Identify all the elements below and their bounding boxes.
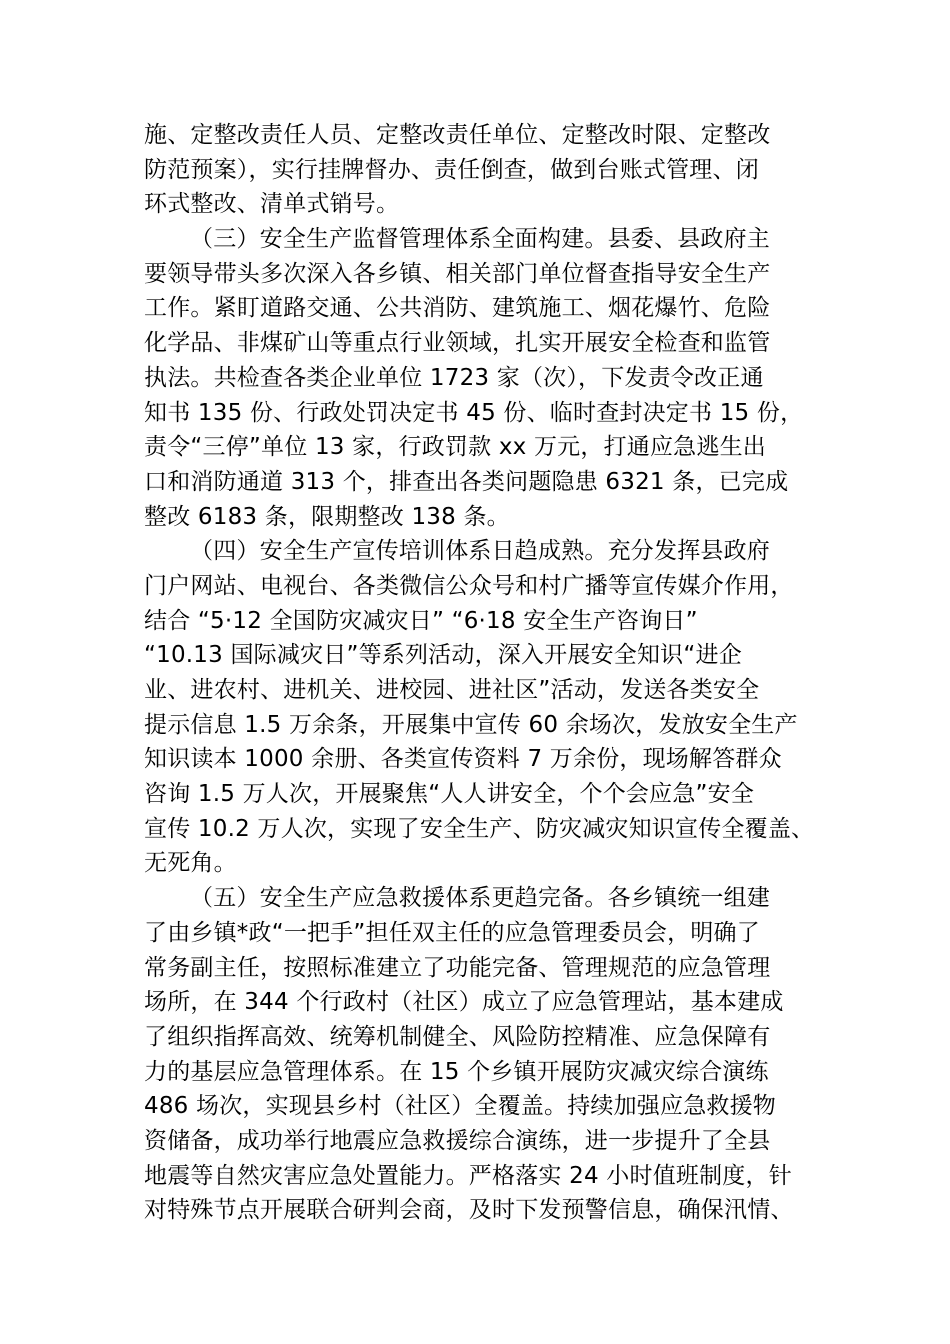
- text-line: 门户网站、电视台、各类微信公众号和村广播等宣传媒介作用，: [144, 572, 794, 599]
- text-line: 知书 135 份、行政处罚决定书 45 份、临时查封决定书 15 份，: [144, 399, 804, 426]
- text-line: 地震等自然灾害应急处置能力。严格落实 24 小时值班制度，针: [144, 1162, 792, 1189]
- paragraph-first-line: （五）安全生产应急救援体系更趋完备。各乡镇统一组建: [190, 885, 770, 912]
- text-line: 常务副主任，按照标准建立了功能完备、管理规范的应急管理: [144, 954, 771, 981]
- text-line: 工作。紧盯道路交通、公共消防、建筑施工、烟花爆竹、危险: [144, 295, 771, 322]
- text-line: 宣传 10.2 万人次，实现了安全生产、防灾减灾知识宣传全覆盖、: [144, 815, 815, 842]
- text-line: 施、定整改责任人员、定整改责任单位、定整改时限、定整改: [144, 122, 771, 148]
- text-line: 场所，在 344 个行政村（社区）成立了应急管理站，基本建成: [144, 989, 784, 1016]
- text-line: 资储备，成功举行地震应急救援综合演练，进一步提升了全县: [144, 1127, 771, 1154]
- text-line: 责令“三停”单位 13 家，行政罚款 xx 万元，打通应急逃生出: [144, 434, 766, 461]
- text-line: 了组织指挥高效、统筹机制健全、风险防控精准、应急保障有: [144, 1023, 771, 1050]
- text-line: 咨询 1.5 万人次，开展聚焦“人人讲安全，个个会应急”安全: [144, 781, 755, 808]
- document-body-text: [144, 118, 824, 1228]
- text-line: 环式整改、清单式销号。: [144, 191, 400, 218]
- text-line: 整改 6183 条，限期整改 138 条。: [144, 503, 510, 530]
- text-line: 无死角。: [144, 850, 237, 877]
- text-line: 执法。共检查各类企业单位 1723 家（次），下发责令改正通: [144, 364, 764, 391]
- text-line: “10.13 国际减灾日”等系列活动，深入开展安全知识“进企: [144, 642, 742, 669]
- paragraph-first-line: （三）安全生产监督管理体系全面构建。县委、县政府主: [190, 226, 770, 253]
- text-line: 提示信息 1.5 万余条，开展集中宣传 60 余场次，发放安全生产: [144, 711, 798, 738]
- text-line: 对特殊节点开展联合研判会商，及时下发预警信息，确保汛情、: [144, 1197, 794, 1224]
- text-line: 了由乡镇*政“一把手”担任双主任的应急管理委员会，明确了: [144, 919, 760, 946]
- text-line: 要领导带头多次深入各乡镇、相关部门单位督查指导安全生产: [144, 260, 771, 287]
- text-line: 486 场次，实现县乡村（社区）全覆盖。持续加强应急救援物: [144, 1093, 777, 1120]
- text-line: 力的基层应急管理体系。在 15 个乡镇开展防灾减灾综合演练: [144, 1058, 769, 1085]
- text-line: 口和消防通道 313 个，排查出各类问题隐患 6321 条，已完成: [144, 468, 789, 495]
- text-line: 化学品、非煤矿山等重点行业领域，扎实开展安全检查和监管: [144, 330, 771, 357]
- text-line: 业、进农村、进机关、进校园、进社区”活动，发送各类安全: [144, 677, 760, 703]
- text-line: 知识读本 1000 余册、各类宣传资料 7 万余份，现场解答群众: [144, 746, 782, 773]
- text-line: 结合 “5·12 全国防灾减灾日” “6·18 安全生产咨询日”: [144, 607, 698, 634]
- text-line: 防范预案），实行挂牌督办、责任倒查，做到台账式管理、闭: [144, 156, 759, 183]
- paragraph-first-line: （四）安全生产宣传培训体系日趋成熟。充分发挥县政府: [190, 538, 770, 565]
